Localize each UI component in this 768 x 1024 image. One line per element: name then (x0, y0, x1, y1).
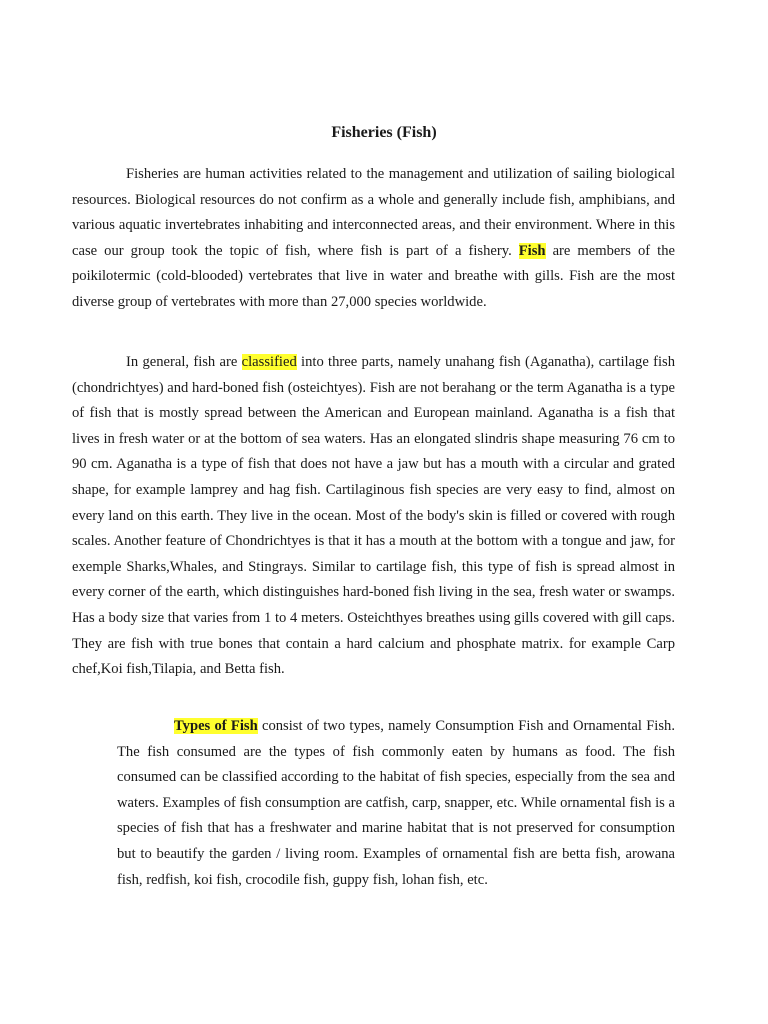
highlighted-term-classified: classified (241, 354, 297, 370)
paragraph-text: In general, fish are (126, 354, 242, 370)
paragraph-text: Fisheries are human activities related to the management and utilization of sailing biological resources. Biological resources do not confirm as a whole and generally include fish, amphibians, and various aquatic invertebrates inhabiting and interconnected areas, and their environment. Where in this case our group took the topic of fish, where fish is part of a fishery. (72, 166, 675, 259)
paragraph-text: consist of two types, namely Consumption Fish and Ornamental Fish. The fish consumed are the types of fish commonly eaten by humans as food. The fish consumed can be classified according to the habitat of fish species, especially from the sea and waters. Examples of fish consumption are catfish, carp, snapper, etc. While ornamental fish is a species of fish that has a freshwater and marine habitat that is not preserved for consumption but to beautify the garden / living room. Examples of ornamental fish are betta fish, arowana fish, redfish, koi fish, crocodile fish, guppy fish, lohan fish, etc. (117, 718, 675, 888)
paragraph-text: into three parts, namely unahang fish (Aganatha), cartilage fish (chondrichtyes) and hard-boned fish (osteichtyes). Fish are not berahang or the term Aganatha is a type of fish that is mostly spread between the American and European mainland. Aganatha is a fish that lives in fresh water or at the bottom of sea waters. Has an elongated slindris shape measuring 76 cm to 90 cm. Aganatha is a type of fish that does not have a jaw but has a mouth with a circular and grated shape, for example lamprey and hag fish. Cartilaginous fish species are very easy to find, almost on every land on this earth. They live in the ocean. Most of the body's skin is filled or covered with rough scales. Another feature of Chondrichtyes is that it has a mouth at the bottom with a tongue and jaw, for exemple Sharks,Whales, and Stingrays. Similar to cartilage fish, this type of fish is spread almost in every corner of the earth, which distinguishes hard-boned fish living in the sea, fresh water or swamps. Has a body size that varies from 1 to 4 meters. Osteichthyes breathes using gills covered with gill caps. They are fish with true bones that contain a hard calcium and phosphate matrix. for example Carp chef,Koi fish,Tilapia, and Betta fish. (72, 354, 675, 678)
highlighted-term-types-of-fish: Types of Fish (174, 718, 258, 734)
paragraph-fisheries-intro (72, 162, 675, 316)
paragraph-types-of-fish (117, 714, 675, 893)
highlighted-term-fish: Fish (518, 242, 546, 259)
paragraph-fish-classification (72, 350, 675, 683)
paragraph-text: are members of the poikilotermic (cold-blooded) vertebrates that live in water and breathe with gills. Fish are the most diverse group of vertebrates with more than 27,000 species worldwide. (72, 242, 676, 310)
document-title: Fisheries (Fish) (331, 124, 437, 141)
